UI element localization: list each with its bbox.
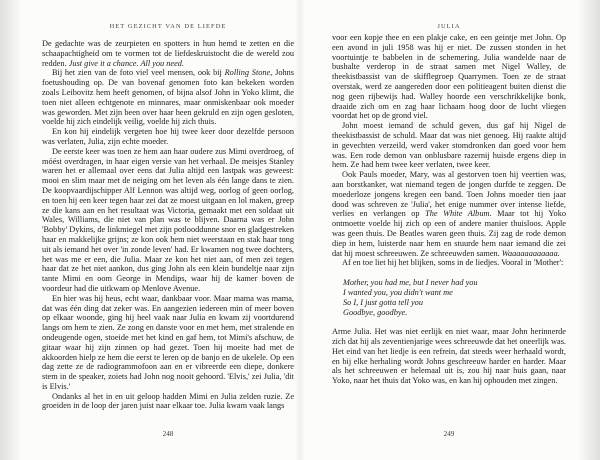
left-running-head: HET GEZICHT VAN DE LIEFDE: [109, 23, 227, 30]
body-text: , Johns foetushouding op. De van bovenaf genomen foto kan bekeken worden zoals Leibovitz hem heeft genomen, of bijna alsof John in Yoko klimt, die toen niet alleen echtgenote en minnares, maar onmiskenbaar ook moeder was geworden. Met zijn been over haar heen gekruld en zijn ogen gesloten, voelde hij zich eindelijk veilig, voelde hij zich thuis.: [42, 68, 294, 127]
body-paragraph: [42, 127, 294, 147]
body-paragraph: [332, 258, 566, 268]
lyrics-line: I wanted you, you didn't want me: [343, 288, 453, 298]
body-text: Bij het zien van de foto viel veel mensen, ook bij: [52, 68, 225, 78]
lyrics-quote: [343, 278, 566, 318]
italic-text: Just give it a chance. All you need.: [68, 58, 185, 68]
body-text: Af en toe liet hij het blijken, soms in de liedjes. Vooral in 'Mother':: [342, 258, 564, 268]
right-page-text: [332, 33, 566, 386]
body-text: Arme Julia. Het was niet eerlijk en niet waar, maar John herinnerde zich dat hij als zeventienjarige wees schreeuwde dat het oneerlijk was. Het eind van het liedje is een refrein, dat steeds weer herhaald wordt, en bij elke herhaling wordt Johns geschreeuw harder en harder. Maar als het schreeuwen er helemaal uit is, zou hij naar huis gaan, naar Yoko, naar het thuis dat Yoko was, en kan hij ophouden met zingen.: [332, 327, 566, 386]
body-paragraph: [42, 68, 294, 127]
body-text: Ook Pauls moeder, Mary, was al gestorven toen hij veertien was, aan borstkanker, wat niemand tegen de jongen durfde te zeggen. De moederloze jongens kregen een band. Toen Johns moeder tien jaar dood was schreven ze 'Julia', het enige nummer over intense liefde, verlies en verlangen op: [332, 170, 566, 219]
body-paragraph: [332, 33, 566, 121]
body-text: Ondanks al het in en uit geloop hadden Mimi en Julia zelden ruzie. Ze groeiden in de loop der jaren juist naar elkaar toe. Julia kwam vaak langs: [42, 391, 294, 411]
right-page-number: 249: [443, 430, 455, 438]
italic-text: Rolling Stone: [224, 68, 271, 78]
right-page: [300, 0, 600, 460]
right-running-head: JULIA: [437, 23, 461, 30]
body-paragraph: [42, 294, 294, 392]
left-page-text: [42, 39, 294, 411]
body-text: voor een kopje thee en een plakje cake, en een geintje met John. Op een avond in juli 1958 was hij er niet. De zussen stonden in het voortuintje te babbelen in de schemering. Julia wandelde naar de bushalte verderop in de straat samen met Nigel Walley, de theekistbassist van de skifflegroep Quarrymen. Toen ze de straat overstak, werd ze aangereden door een politieagent buiten dienst die nog geen rijbewijs had. Walley hoorde een verschrikkelijke bonk, draaide zich om en zag haar lichaam hoog door de lucht vliegen voordat het op de grond viel.: [332, 33, 566, 121]
body-paragraph: [332, 121, 566, 170]
lyrics-line: Mother, you had me, but I never had you: [343, 278, 478, 288]
body-text: . Maar tot hij Yoko ontmoette voelde hij zich op een of andere manier thuisloos. Apple was geen thuis. De Beatles waren geen thuis. Zij zag de rode demon diep in hem, luisterde naar hem en stuurde hem naar iemand die zei dat hij moest schreeuwen. Ze schreeuwden samen.: [332, 209, 566, 258]
body-text: John moest iemand de schuld geven, dus gaf hij Nigel de theekistbassist de schuld. Maar dat was niet genoeg. Hij raakte altijd in gevechten verzeild, werd vaker stomdronken dan goed voor hem was. Een rode demon van onblusbare razernij huisde ergens diep in hem. Ze had hem twee keer verlaten, twee keer.: [332, 121, 566, 170]
body-paragraph: [42, 147, 294, 294]
body-paragraph: [332, 170, 566, 258]
body-text: En kon hij eindelijk vergeten hoe hij twee keer door dezelfde persoon was verlaten, Julia, zijn echte moeder.: [42, 127, 294, 146]
body-text: De gedachte was de zeurpieten en spotters in hun hemd te zetten en die schaapachtigheid om te vormen tot de liefdeskruistocht die de wereld zou redden.: [42, 39, 294, 68]
lyrics-line: So I, I just gotta tell you: [343, 298, 423, 308]
italic-text: Waaaaaaaaaaaa.: [501, 248, 560, 258]
body-paragraph: [42, 39, 294, 68]
body-text: En hier was hij heus, echt waar, dankbaar voor. Maar mama was mama, dat was één ding dat zeker was. En aangezien iedereen min of meer boven op elkaar woonde, ging hij heel vaak naar Julia en kwam zij voortdurend langs om hem te zien. Ze zong en danste voor en met hem, met stralende en ondeugende ogen, stoeide met het kind en gaf hem, tot Mimi's afschuw, de gitaar waar hij zijn zinnen op had gezet. Toen hij moeite had met de akkoorden hielp ze hem die eerst te leren op de banjo en de ukelele. Op een dag zette ze de radiogrammofoon aan en er vibreerde een diepe, donkere stem in de speaker, zoiets had John nog nooit gehoord. 'Elvis,' zei Julia, 'dit is Elvis.': [42, 293, 294, 391]
body-paragraph: [332, 327, 566, 386]
lyrics-line: Goodbye, goodbye.: [343, 308, 408, 318]
body-paragraph: [42, 392, 294, 412]
left-page-number: 248: [162, 430, 174, 438]
italic-text: The White Album: [425, 209, 490, 219]
body-text: De eerste keer was toen ze hem aan haar oudere zus Mimi overdroeg, of móést overdragen, in haar eigen versie van het verhaal. De meisjes Stanley waren het er allemaal over eens dat Julia altijd een lastpak was geweest: mooi en slim maar met de neiging om het leven als één lange dans te zien. De koopvaardijschipper Alf Lennon was altijd weg, oorlog of geen oorlog, en toen hij een keer tegen haar zei dat ze moest uitgaan en lol maken, greep ze die kans aan en het resultaat was Victoria, gemaakt met een soldaat uit Wales, Williams, die niet van plan was te blijven. Daarna was er John 'Bobby' Dykins, de linkmiegel met zijn potlooddunne snor en gladgestreken haar en makkelijke grijns; ze kon ook hem niet weerstaan en stak haar tong uit als iemand het over 'in zonde leven' had. Er kwamen nog twee dochters, het was me er een, die Julia. Maar ze kon het niet aan, of men zei tegen haar dat ze het niet aankon, dus ging John als een klein bundeltje naar zijn tante Mimi en oom George in Mendips, waar hij de kamer boven de voordeur had die uitkwam op Menlove Avenue.: [42, 146, 294, 293]
